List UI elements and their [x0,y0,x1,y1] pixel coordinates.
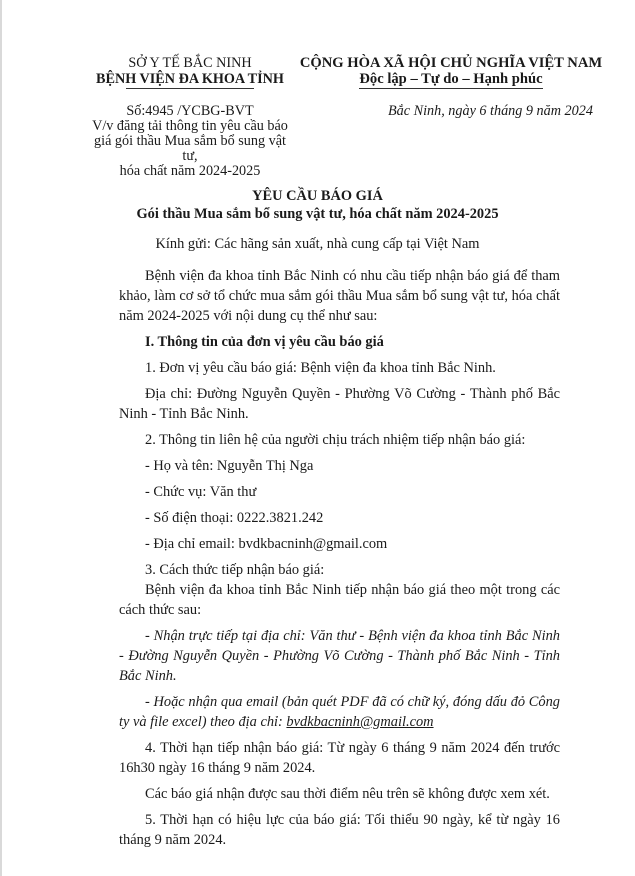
late-notice: Các báo giá nhận được sau thời điểm nêu trên sẽ không được xem xét. [145,786,550,802]
item-requesting-unit: 1. Đơn vị yêu cầu báo giá: Bệnh viện đa khoa tỉnh Bắc Ninh. [145,360,496,376]
section-heading: I. Thông tin của đơn vị yêu cầu báo giá [145,334,384,350]
issuing-agency-block [92,55,288,179]
item-validity: 5. Thời hạn có hiệu lực của báo giá: Tối thiểu 90 ngày, kể từ ngày 16 tháng 9 năm 2024. [119,812,560,848]
document-body [119,266,560,850]
address-paragraph: Địa chỉ: Đường Nguyễn Quyền - Phường Võ Cường - Thành phố Bắc Ninh - Tỉnh Bắc Ninh. [119,386,560,422]
subject-line: giá gói thầu Mua sắm bổ sung vật tư, [94,133,286,164]
method-email-text: - Hoặc nhận qua email (bản quét PDF đã có chữ ký, đóng dấu đỏ Công ty và file excel) theo địa chỉ: [119,694,560,730]
reference-number: Số:4945 /YCBG-BVT [126,103,254,119]
agency-underline [126,88,254,89]
national-motto: Độc lập – Tự do – Hạnh phúc [359,71,543,87]
contact-name: - Họ và tên: Nguyễn Thị Nga [145,458,314,474]
contact-email: - Địa chỉ email: bvdkbacninh@gmail.com [145,536,388,552]
motto-wrapper [359,71,542,89]
intro-paragraph: Bệnh viện đa khoa tỉnh Bắc Ninh có nhu cầu tiếp nhận báo giá để tham khảo, làm cơ sở tổ chức mua sắm gói thầu Mua sắm bổ sung vật tư, hóa chất năm 2024-2025 với nội dung cụ thể như sau: [119,268,560,324]
parent-agency: SỞ Y TẾ BẮC NINH [128,55,252,71]
item-deadline: 4. Thời hạn tiếp nhận báo giá: Từ ngày 6 tháng 9 năm 2024 đến trước 16h30 ngày 16 tháng 9 năm 2024. [119,740,560,776]
agency-name: BỆNH VIỆN ĐA KHOA TỈNH [96,71,284,87]
document-title: YÊU CẦU BÁO GIÁ [252,188,383,204]
salutation: Kính gửi: Các hãng sản xuất, nhà cung cấp tại Việt Nam [155,236,480,252]
document-subtitle: Gói thầu Mua sắm bổ sung vật tư, hóa chất năm 2024-2025 [136,206,499,222]
contact-position: - Chức vụ: Văn thư [145,484,257,500]
email-link[interactable]: bvdkbacninh@gmail.com [286,714,434,730]
contact-phone: - Số điện thoại: 0222.3821.242 [145,510,324,526]
place-and-date: Bắc Ninh, ngày 6 tháng 9 năm 2024 [388,103,593,119]
receiving-method-intro: Bệnh viện đa khoa tỉnh Bắc Ninh tiếp nhận báo giá theo một trong các cách thức sau: [119,582,560,618]
national-header-block [288,55,614,89]
method-email [119,692,560,732]
method-direct: - Nhận trực tiếp tại địa chỉ: Văn thư - Bệnh viện đa khoa tỉnh Bắc Ninh - Đường Nguyễn Quyền - Phường Võ Cường - Thành phố Bắc Ninh - Tỉnh Bắc Ninh. [119,628,560,684]
subject-line: V/v đăng tải thông tin yêu cầu báo [92,118,288,134]
document-header [0,55,635,185]
subject-line: hóa chất năm 2024-2025 [119,163,261,179]
nation-title: CỘNG HÒA XÃ HỘI CHỦ NGHĨA VIỆT NAM [299,55,603,71]
item-contact-info: 2. Thông tin liên hệ của người chịu trách nhiệm tiếp nhận báo giá: [145,432,526,448]
item-receiving-method: 3. Cách thức tiếp nhận báo giá: [145,562,325,578]
document-title-block [0,187,635,223]
motto-underline [359,88,542,89]
